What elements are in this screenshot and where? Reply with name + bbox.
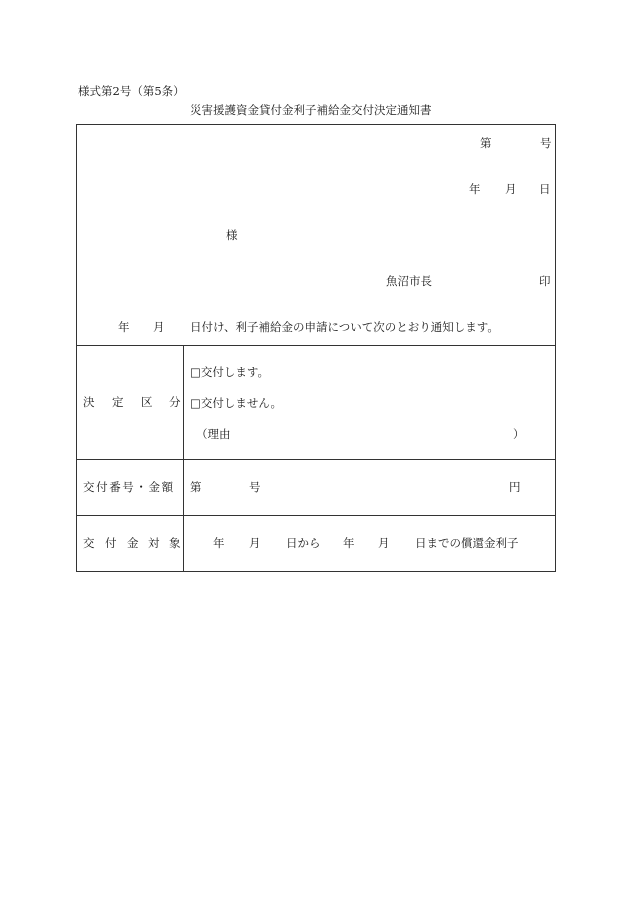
body-month: 月 [153, 320, 165, 334]
decision-label-char: 定 [112, 395, 124, 409]
date-month: 月 [505, 182, 517, 196]
grant-amount-yen: 円 [509, 480, 521, 494]
row-divider [76, 515, 556, 516]
body-year: 年 [118, 320, 130, 334]
target-label-char: 象 [169, 536, 181, 550]
option-grant-checkbox[interactable]: □交付します。 [190, 365, 269, 379]
document-title: 災害援護資金貸付金利子補給金交付決定通知書 [190, 103, 432, 117]
issuer-name: 魚沼市長 [386, 274, 432, 288]
reason-close: ） [513, 427, 525, 441]
notice-number-dai: 第 [480, 136, 492, 150]
target-from-day: 日から [286, 536, 321, 550]
target-label-char: 金 [127, 536, 139, 550]
column-divider [183, 345, 184, 572]
grant-number-go: 号 [249, 480, 261, 494]
target-label-char: 対 [148, 536, 160, 550]
target-from-year: 年 [213, 536, 225, 550]
reason-open: （理由 [196, 427, 231, 441]
seal-mark: 印 [539, 274, 551, 288]
date-year: 年 [469, 182, 481, 196]
date-day: 日 [539, 182, 551, 196]
target-to-day: 日までの償還金利子 [415, 536, 519, 550]
target-to-year: 年 [343, 536, 355, 550]
decision-label-char: 決 [83, 395, 95, 409]
option-deny-checkbox[interactable]: □交付しません。 [190, 396, 283, 410]
target-from-month: 月 [249, 536, 261, 550]
target-label-char: 付 [105, 536, 117, 550]
form-number: 様式第2号（第5条） [78, 84, 185, 98]
number-amount-label: 交付番号・金額 [83, 480, 175, 494]
target-label-char: 交 [83, 536, 95, 550]
row-divider [76, 345, 556, 346]
notice-number-go: 号 [540, 136, 552, 150]
recipient-honorific: 様 [226, 228, 238, 242]
grant-number-dai: 第 [190, 480, 202, 494]
target-to-month: 月 [378, 536, 390, 550]
decision-label-char: 区 [141, 395, 153, 409]
row-divider [76, 459, 556, 460]
notice-form-table [76, 124, 556, 572]
body-text: 日付け、利子補給金の申請について次のとおり通知します。 [190, 320, 499, 334]
decision-label-char: 分 [169, 395, 181, 409]
